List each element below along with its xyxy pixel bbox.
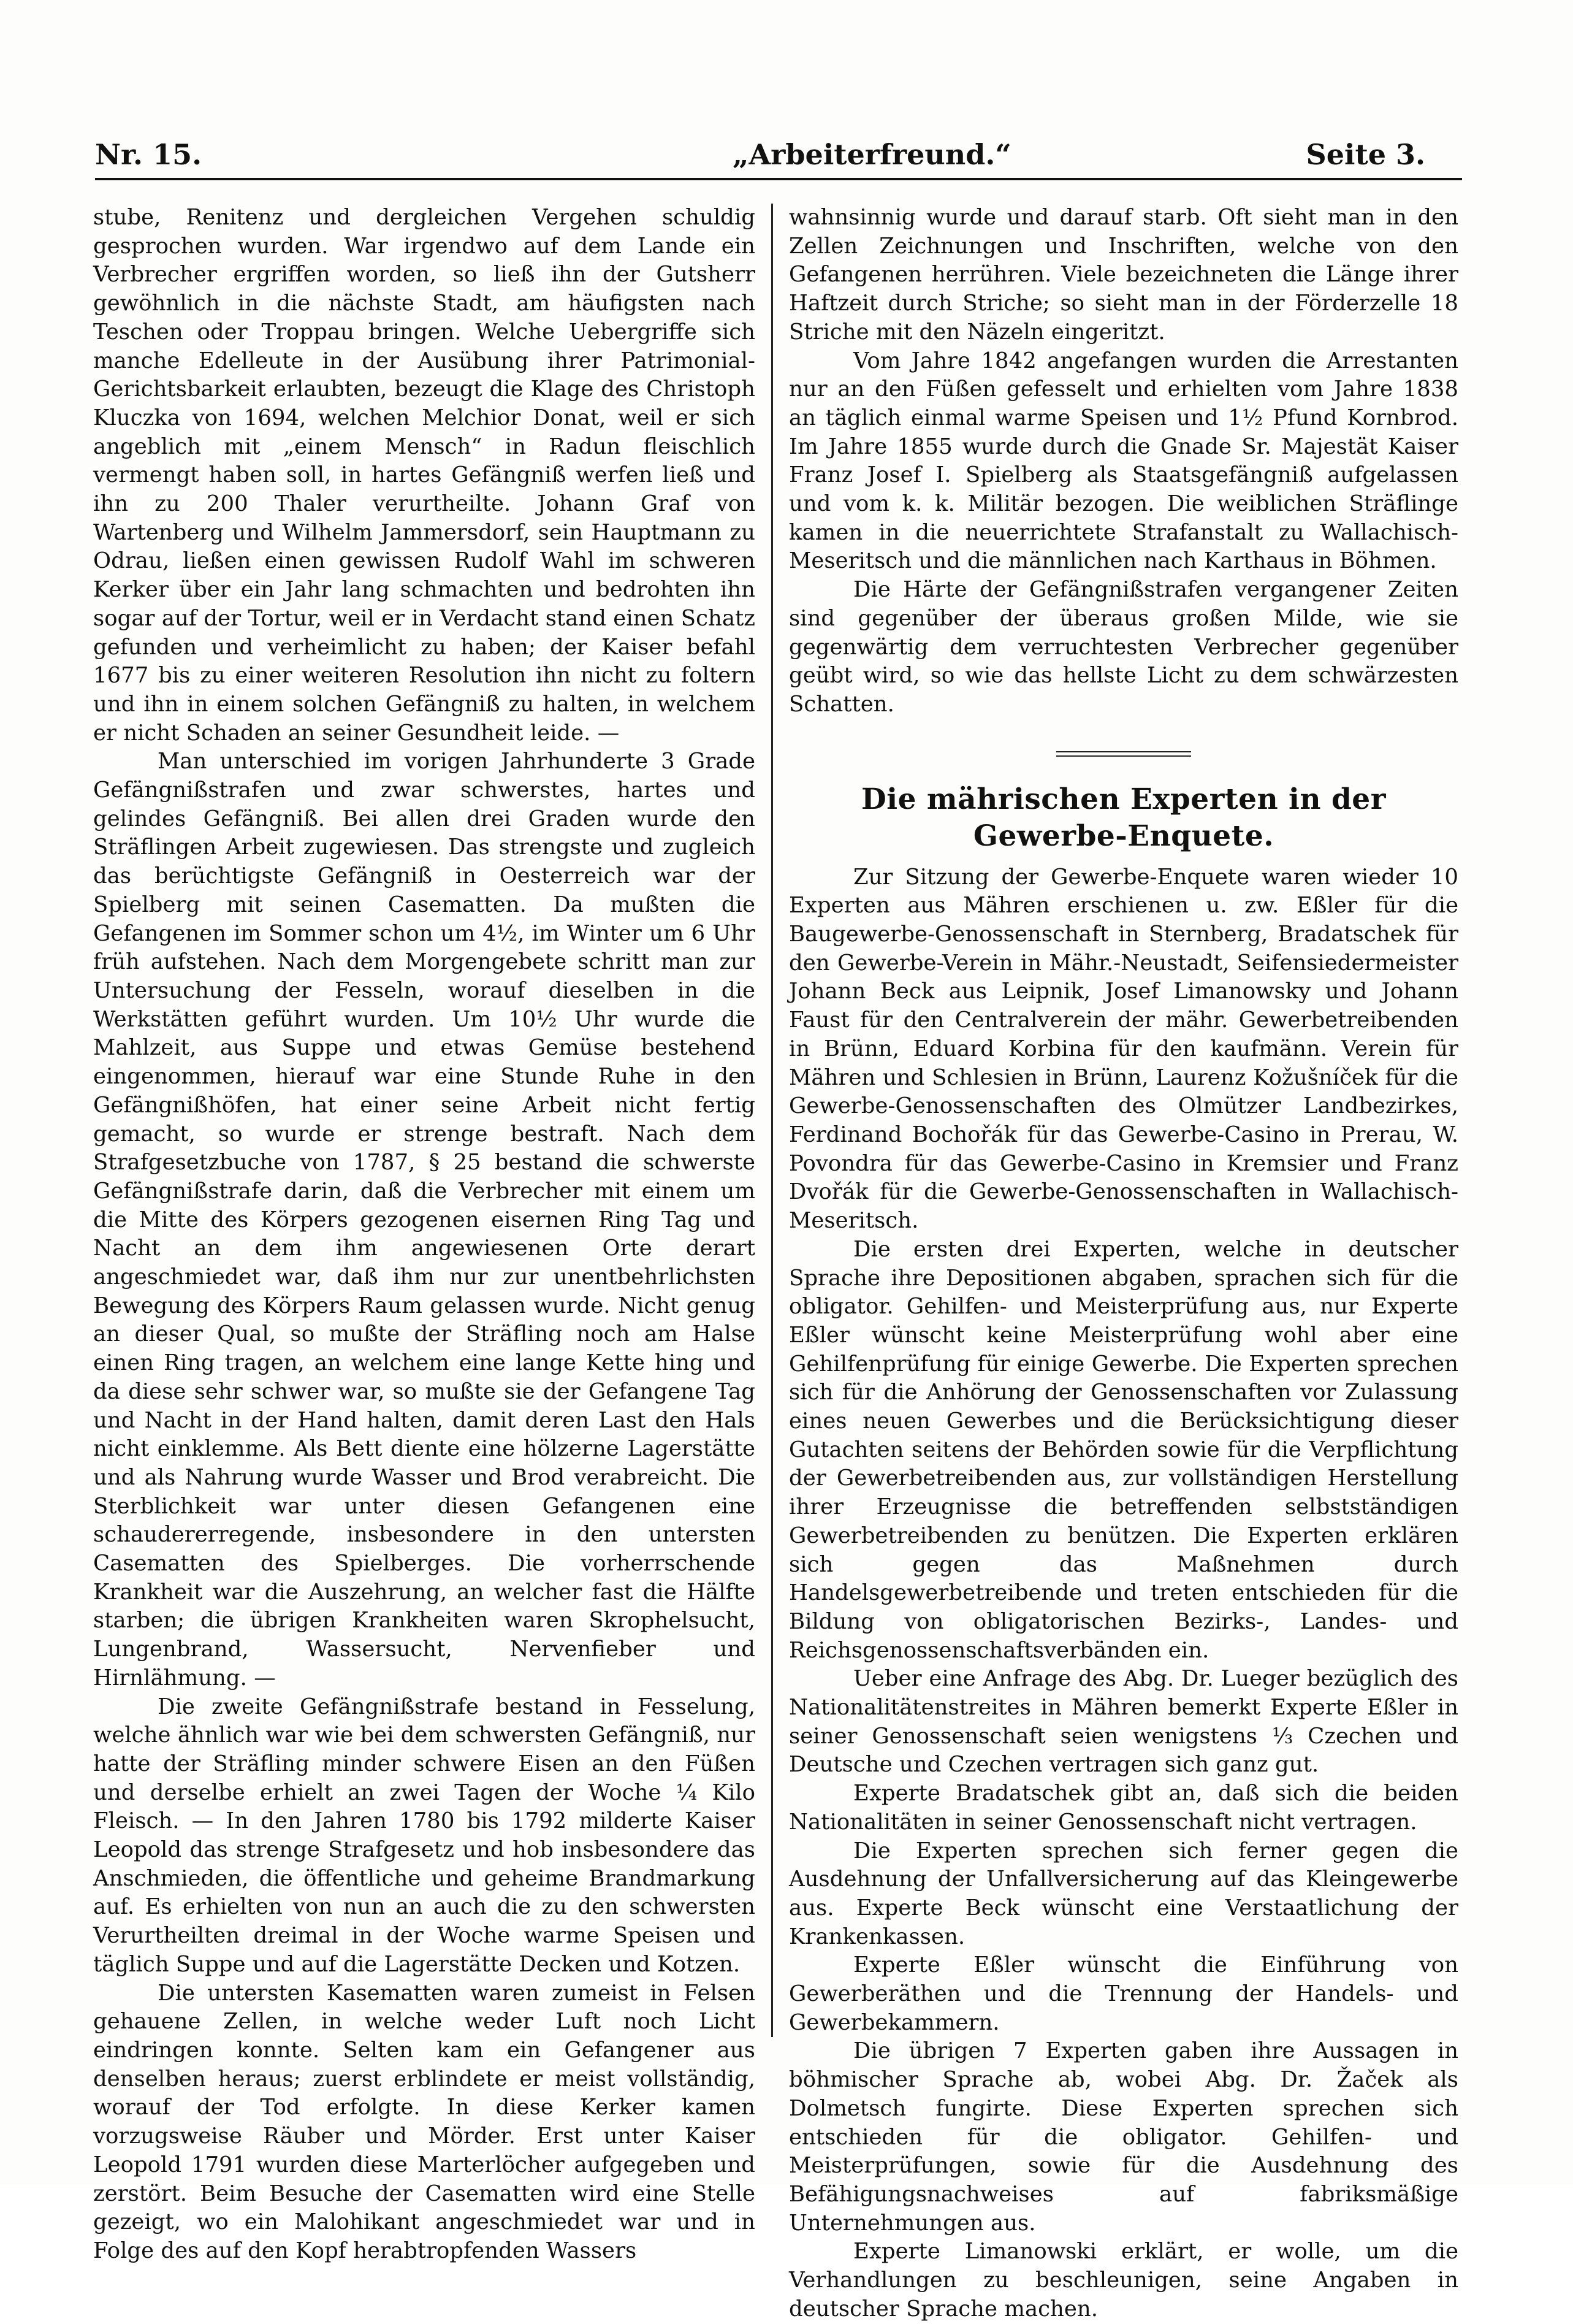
article-paragraph: Vom Jahre 1842 angefangen wurden die Arrestanten nur an den Füßen gefesselt und erhielten vom Jahre 1838 an täglich einmal warme Speisen und 1½ Pfund Kornbrod. Im Jahre 1855 wurde durch die Gnade Sr. Majestät Kaiser Franz Josef I. Spielberg als Staatsgefängniß aufgelassen und vom k. k. Militär bezogen. Die weiblichen Sträflinge kamen in die neuerrichtete Strafanstalt zu Wallachisch-Meseritsch und die männlichen nach Karthaus in Böhmen.: [789, 348, 1458, 574]
article-paragraph: Die zweite Gefängnißstrafe bestand in Fesselung, welche ähnlich war wie bei dem schwersten Gefängniß, nur hatte der Sträfling minder schwere Eisen an den Füßen und derselbe erhielt an zwei Tagen der Woche ¼ Kilo Fleisch. — In den Jahren 1780 bis 1792 milderte Kaiser Leopold das strenge Strafgesetz und hob insbesondere das Anschmieden, die öffentliche und geheime Brandmarkung auf. Es erhielten von nun an auch die zu den schwersten Verurtheilten dreimal in der Woche warme Speisen und täglich Suppe und auf die Lagerstätte Decken und Kotzen.: [93, 1694, 755, 1977]
article-paragraph: Man unterschied im vorigen Jahrhunderte 3 Grade Gefängnißstrafen und zwar schwerstes, hartes und gelindes Gefängniß. Bei allen drei Graden wurde den Sträflingen Arbeit zugewiesen. Das strengste und zugleich das berüchtigste Gefängniß in Oesterreich war der Spielberg mit seinen Casematten. Da mußten die Gefangenen im Sommer schon um 4½, im Winter um 6 Uhr früh aufstehen. Nach dem Morgengebete schritt man zur Untersuchung der Fesseln, worauf dieselben in die Werkstätten geführt wurden. Um 10½ Uhr wurde die Mahlzeit, aus Suppe und etwas Gemüse bestehend eingenommen, hierauf war eine Stunde Ruhe in den Gefängnißhöfen, hat einer seine Arbeit nicht fertig gemacht, so wurde er strenge bestraft. Nach dem Strafgesetzbuche von 1787, § 25 bestand die schwerste Gefängnißstrafe darin, daß die Verbrecher mit einem um die Mitte des Körpers gezogenen eisernen Ring Tag und Nacht an dem ihm angewiesenen Orte derart angeschmiedet war, daß ihm nur zur unentbehrlichsten Bewegung des Körpers Raum gelassen wurde. Nicht genug an dieser Qual, so mußte der Sträfling noch am Halse einen Ring tragen, an welchem eine lange Kette hing und da diese sehr schwer war, so mußte sie der Gefangene Tag und Nacht in der Hand halten, damit deren Last den Hals nicht einklemme. Als Bett diente eine hölzerne Lagerstätte und als Nahrung wurde Wasser und Brod verabreicht. Die Sterblichkeit war unter diesen Gefangenen eine schaudererregende, insbesondere in den untersten Casematten des Spielberges. Die vorherrschende Krankheit war die Auszehrung, an welcher fast die Hälfte starben; die übrigen Krankheiten waren Skrophelsucht, Lungenbrand, Wassersucht, Nervenfieber und Hirnlähmung. —: [93, 749, 755, 1691]
page-number: Seite 3.: [1306, 138, 1425, 171]
article-paragraph: Die Härte der Gefängnißstrafen vergangener Zeiten sind gegenüber der überaus großen Milde, wie sie gegenwärtig dem verruchtesten Verbrecher gegenüber geübt wird, so wie das hellste Licht zu dem schwärzesten Schatten.: [789, 577, 1458, 717]
article-paragraph: wahnsinnig wurde und darauf starb. Oft sieht man in den Zellen Zeichnungen und Inschriften, welche von den Gefangenen herrühren. Viele bezeichneten die Länge ihrer Haftzeit durch Striche; so sieht man in der Förderzelle 18 Striche mit den Näzeln eingeritzt.: [789, 205, 1458, 345]
column-divider: [771, 204, 773, 2037]
section-headline: Die mährischen Experten in der Gewerbe-Enquete.: [861, 782, 1386, 853]
section-paragraph: Experte Bradatschek gibt an, daß sich die beiden Nationalitäten in seiner Genossenschaft nicht vertragen.: [789, 1781, 1458, 1835]
page-header: [95, 138, 1462, 181]
left-column: [93, 204, 755, 2266]
section-paragraph: Die übrigen 7 Experten gaben ihre Aussagen in böhmischer Sprache ab, wobei Abg. Dr. Žaček als Dolmetsch fungirte. Diese Experten sprechen sich entschieden für die obligator. Gehilfen- und Meisterprüfungen, sowie für die Ausdehnung des Befähigungsnachweises auf fabriksmäßige Unternehmungen aus.: [789, 2038, 1458, 2236]
header-rule: [95, 178, 1462, 180]
newspaper-title: „Arbeiterfreund.“: [733, 138, 1011, 171]
section-paragraph: Ueber eine Anfrage des Abg. Dr. Lueger bezüglich des Nationalitätenstreites in Mähren bemerkt Experte Eßler in seiner Genossenschaft seien wenigstens ⅓ Czechen und Deutsche und Czechen vertragen sich ganz gut.: [789, 1666, 1458, 1778]
article-paragraph: Die untersten Kasematten waren zumeist in Felsen gehauene Zellen, in welche weder Luft noch Licht eindringen konnte. Selten kam ein Gefangener aus denselben heraus; zuerst erblindete er meist vollständig, worauf der Tod erfolgte. In diese Kerker kamen vorzugsweise Räuber und Mörder. Erst unter Kaiser Leopold 1791 wurden diese Marterlöcher aufgegeben und zerstört. Beim Besuche der Casematten wird eine Stelle gezeigt, wo ein Malohikant angeschmiedet war und in Folge des auf den Kopf herabtropfenden Wassers: [93, 1980, 755, 2263]
section-paragraph: Die ersten drei Experten, welche in deutscher Sprache ihre Depositionen abgaben, sprachen sich für die obligator. Gehilfen- und Meisterprüfung aus, nur Experte Eßler wünscht keine Meisterprüfung wohl aber eine Gehilfenprüfung für einige Gewerbe. Die Experten sprechen sich für die Anhörung der Genossenschaften vor Zulassung eines neuen Gewerbes und die Berücksichtigung dieser Gutachten seitens der Behörden sowie für die Verpflichtung der Gewerbetreibenden aus, zur vollständigen Herstellung ihrer Erzeugnisse die betreffenden selbstständigen Gewerbetreibenden zu benützen. Die Experten erklären sich gegen das Maßnehmen durch Handelsgewerbetreibende und treten entschieden für die Bildung von obligatorischen Bezirks-, Landes- und Reichsgenossenschaftsverbänden ein.: [789, 1236, 1458, 1663]
section-paragraph: Experte Limanowski erklärt, er wolle, um die Verhandlungen zu beschleunigen, seine Angaben in deutscher Sprache machen.: [789, 2239, 1458, 2322]
section-paragraph: Die Experten sprechen sich ferner gegen die Ausdehnung der Unfallversicherung auf das Kleingewerbe aus. Experte Beck wünscht eine Verstaatlichung der Krankenkassen.: [789, 1838, 1458, 1949]
article-paragraph: stube, Renitenz und dergleichen Vergehen schuldig gesprochen wurden. War irgendwo auf dem Lande ein Verbrecher ergriffen worden, so ließ ihn der Gutsherr gewöhnlich in die nächste Stadt, am häufigsten nach Teschen oder Troppau bringen. Welche Uebergriffe sich manche Edelleute in der Ausübung ihrer Patrimonial-Gerichtsbarkeit erlaubten, bezeugt die Klage des Christoph Kluczka von 1694, welchen Melchior Donat, weil er sich angeblich mit „einem Mensch“ in Radun fleischlich vermengt haben soll, in hartes Gefängniß werfen ließ und ihn zu 200 Thaler verurtheilte. Johann Graf von Wartenberg und Wilhelm Jammersdorf, sein Hauptmann zu Odrau, ließen einen gewissen Rudolf Wahl im schweren Kerker über ein Jahr lang schmachten und bedrohten ihn sogar auf der Tortur, weil er in Verdacht stand einen Schatz gefunden und verheimlicht zu haben; der Kaiser befahl 1677 bis zu einer weiteren Resolution ihn nicht zu foltern und ihn in einem solchen Gefängniß zu halten, in welchem er nicht Schaden an seiner Gesundheit leide. —: [93, 205, 755, 746]
section-paragraph: Experte Eßler wünscht die Einführung von Gewerberäthen und die Trennung der Handels- und Gewerbekammern.: [789, 1952, 1458, 2035]
issue-number: Nr. 15.: [95, 138, 202, 171]
section-separator: [1056, 751, 1191, 757]
section-paragraph: Zur Sitzung der Gewerbe-Enquete waren wieder 10 Experten aus Mähren erschienen u. zw. Eßler für die Baugewerbe-Genossenschaft in Sternberg, Bradatschek für den Gewerbe-Verein in Mähr.-Neustadt, Seifensiedermeister Johann Beck aus Leipnik, Josef Limanowsky und Johann Faust für den Centralverein der mähr. Gewerbetreibenden in Brünn, Eduard Korbina für den kaufmänn. Verein für Mähren und Schlesien in Brünn, Laurenz Kožušníček für die Gewerbe-Genossenschaften des Olmützer Landbezirkes, Ferdinand Bochořák für das Gewerbe-Casino in Prerau, W. Povondra für das Gewerbe-Casino in Kremsier und Franz Dvořák für die Gewerbe-Genossenschaften in Wallachisch-Meseritsch.: [789, 864, 1458, 1234]
right-column: [789, 204, 1458, 2324]
